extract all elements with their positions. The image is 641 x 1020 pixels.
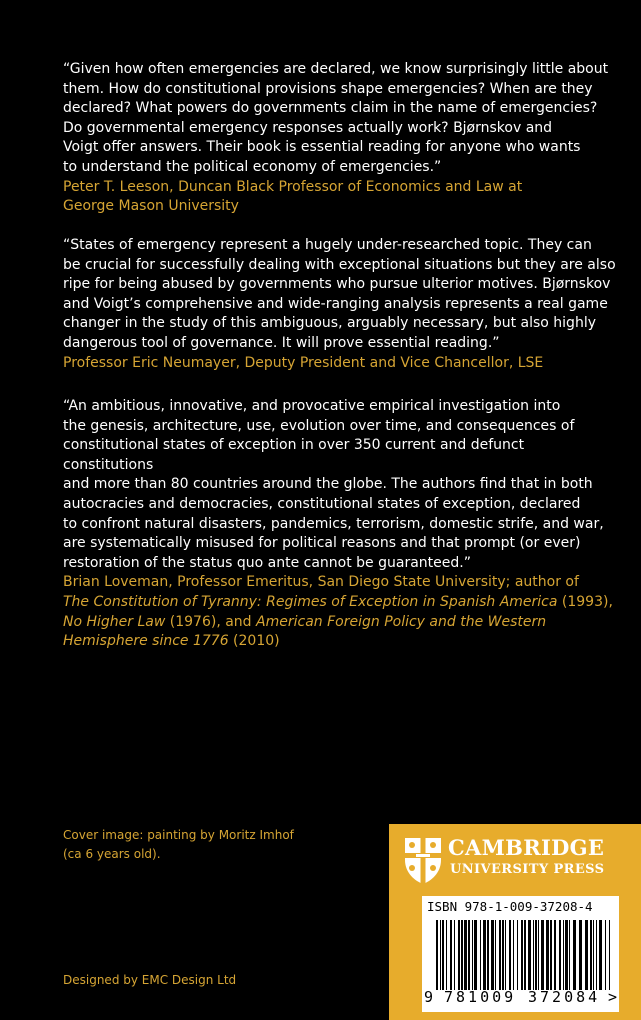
- barcode-bar: [472, 920, 473, 990]
- barcode-bar: [487, 920, 489, 990]
- quote-3-line: autocracies and democracies, constitutional states of exception, declared: [63, 495, 581, 512]
- barcode-arrow: >: [608, 988, 618, 1006]
- quote-3: [63, 397, 618, 652]
- barcode-bar: [533, 920, 534, 990]
- quote-2: [63, 236, 618, 373]
- barcode-bar: [524, 920, 526, 990]
- barcode-bar: [541, 920, 544, 990]
- quote-3-attribution: [63, 613, 618, 633]
- quote-2-line: and Voigt’s comprehensive and wide-ranging analysis represents a real game: [63, 295, 608, 312]
- cover-image-credit: [63, 826, 294, 864]
- barcode-bar: [517, 920, 518, 990]
- book-year: (1976), and: [165, 613, 257, 630]
- barcode-bar: [538, 920, 539, 990]
- book-title: American Foreign Policy and the Western: [256, 613, 547, 630]
- barcode-bar: [559, 920, 561, 990]
- barcode-bar: [569, 920, 570, 990]
- barcode-digit-first: 9: [424, 988, 434, 1006]
- cover-credit-line: (ca 6 years old).: [63, 847, 161, 861]
- barcode-bar: [521, 920, 523, 990]
- cover-credit-line: Cover image: painting by Moritz Imhof: [63, 828, 294, 842]
- book-title: No Higher Law: [63, 613, 166, 630]
- quote-3-line: “An ambitious, innovative, and provocative empirical investigation into: [63, 398, 561, 414]
- barcode-bar: [450, 920, 452, 990]
- barcode-bar: [563, 920, 564, 990]
- quote-3-line: constitutional states of exception in over 350 current and defunct constitutions: [63, 437, 525, 473]
- barcode-bar: [596, 920, 597, 990]
- barcode-bar: [495, 920, 496, 990]
- quote-2-attribution: Professor Eric Neumayer, Deputy President and Vice Chancellor, LSE: [63, 354, 544, 371]
- quote-1-line: them. How do constitutional provisions shape emergencies? When are they: [63, 80, 593, 97]
- quote-3-attribution: [63, 632, 618, 652]
- quote-1-line: declared? What powers do governments claim in the name of emergencies?: [63, 100, 598, 117]
- barcode-bar: [454, 920, 455, 990]
- publisher-subname: UNIVERSITY PRESS: [450, 862, 605, 877]
- quote-1-line: to understand the political economy of emergencies.”: [63, 158, 442, 175]
- barcode-bar: [565, 920, 568, 990]
- quote-1-attribution: Peter T. Leeson, Duncan Black Professor of Economics and Law at: [63, 178, 523, 195]
- barcode-bar: [464, 920, 467, 990]
- publisher-name: CAMBRIDGE: [448, 835, 605, 860]
- quote-1-line: “Given how often emergencies are declared, we know surprisingly little about: [63, 61, 609, 77]
- barcode-bar: [579, 920, 582, 990]
- quote-3-attribution: Brian Loveman, Professor Emeritus, San Diego State University; author of: [63, 574, 579, 591]
- barcode-bar: [528, 920, 531, 990]
- barcode-bar: [442, 920, 444, 990]
- quote-3-attribution: [63, 593, 618, 613]
- barcode-bar: [468, 920, 470, 990]
- book-year: (1993),: [557, 593, 613, 610]
- barcode-bar: [440, 920, 441, 990]
- barcode-bar: [535, 920, 537, 990]
- quote-3-line: restoration of the status quo ante cannot be guaranteed.”: [63, 554, 471, 571]
- publisher-panel: [389, 824, 641, 1020]
- barcode: [422, 896, 619, 1012]
- quote-2-line: be crucial for successfully dealing with exceptional situations but they are also: [63, 256, 616, 273]
- quote-2-line: dangerous tool of governance. It will prove essential reading.”: [63, 334, 500, 351]
- barcode-bar: [499, 920, 501, 990]
- quote-2-line: “States of emergency represent a hugely under-researched topic. They can: [63, 237, 592, 253]
- barcode-bars: [436, 920, 611, 990]
- designer-credit: Designed by EMC Design Ltd: [63, 973, 237, 987]
- quote-2-line: changer in the study of this ambiguous, arguably necessary, but also highly: [63, 315, 596, 332]
- quote-3-line: the genesis, architecture, use, evolution over time, and consequences of: [63, 417, 575, 434]
- quote-1-line: Do governmental emergency responses actually work? Bjørnskov and: [63, 119, 553, 136]
- barcode-bar: [446, 920, 447, 990]
- cambridge-shield-icon: [403, 836, 443, 886]
- quote-3-line: to confront natural disasters, pandemics, terrorism, domestic strife, and war,: [63, 515, 604, 532]
- barcode-bar: [590, 920, 592, 990]
- barcode-bar: [554, 920, 556, 990]
- barcode-bar: [461, 920, 463, 990]
- barcode-bar: [483, 920, 486, 990]
- quote-3-line: are systematically misused for political reasons and that prompt (or ever): [63, 535, 581, 552]
- barcode-bar: [502, 920, 504, 990]
- barcode-digits-left: 781009: [444, 988, 517, 1006]
- book-year: (2010): [228, 633, 280, 650]
- quote-1-line: Voigt offer answers. Their book is essential reading for anyone who wants: [63, 139, 581, 156]
- barcode-bar: [593, 920, 594, 990]
- barcode-digits-right: 372084: [528, 988, 601, 1006]
- barcode-bar: [505, 920, 506, 990]
- barcode-bar: [599, 920, 602, 990]
- barcode-bar: [436, 920, 438, 990]
- barcode-bar: [573, 920, 576, 990]
- quote-1-attribution: George Mason University: [63, 198, 239, 215]
- isbn-label: ISBN 978-1-009-37208-4: [427, 899, 593, 914]
- barcode-bar: [480, 920, 481, 990]
- book-title: Hemisphere since 1776: [63, 633, 229, 650]
- barcode-bar: [609, 920, 610, 990]
- barcode-bar: [513, 920, 514, 990]
- barcode-bar: [458, 920, 460, 990]
- barcode-bar: [491, 920, 494, 990]
- barcode-bar: [585, 920, 588, 990]
- barcode-bar: [605, 920, 606, 990]
- barcode-bar: [509, 920, 511, 990]
- quote-2-line: ripe for being abused by governments who pursue ulterior motives. Bjørnskov: [63, 276, 611, 293]
- barcode-bar: [550, 920, 552, 990]
- quote-3-line: and more than 80 countries around the globe. The authors find that in both: [63, 476, 593, 493]
- quote-1: [63, 60, 618, 217]
- book-title: The Constitution of Tyranny: Regimes of Exception in Spanish America: [63, 593, 558, 610]
- barcode-bar: [546, 920, 549, 990]
- barcode-bar: [474, 920, 477, 990]
